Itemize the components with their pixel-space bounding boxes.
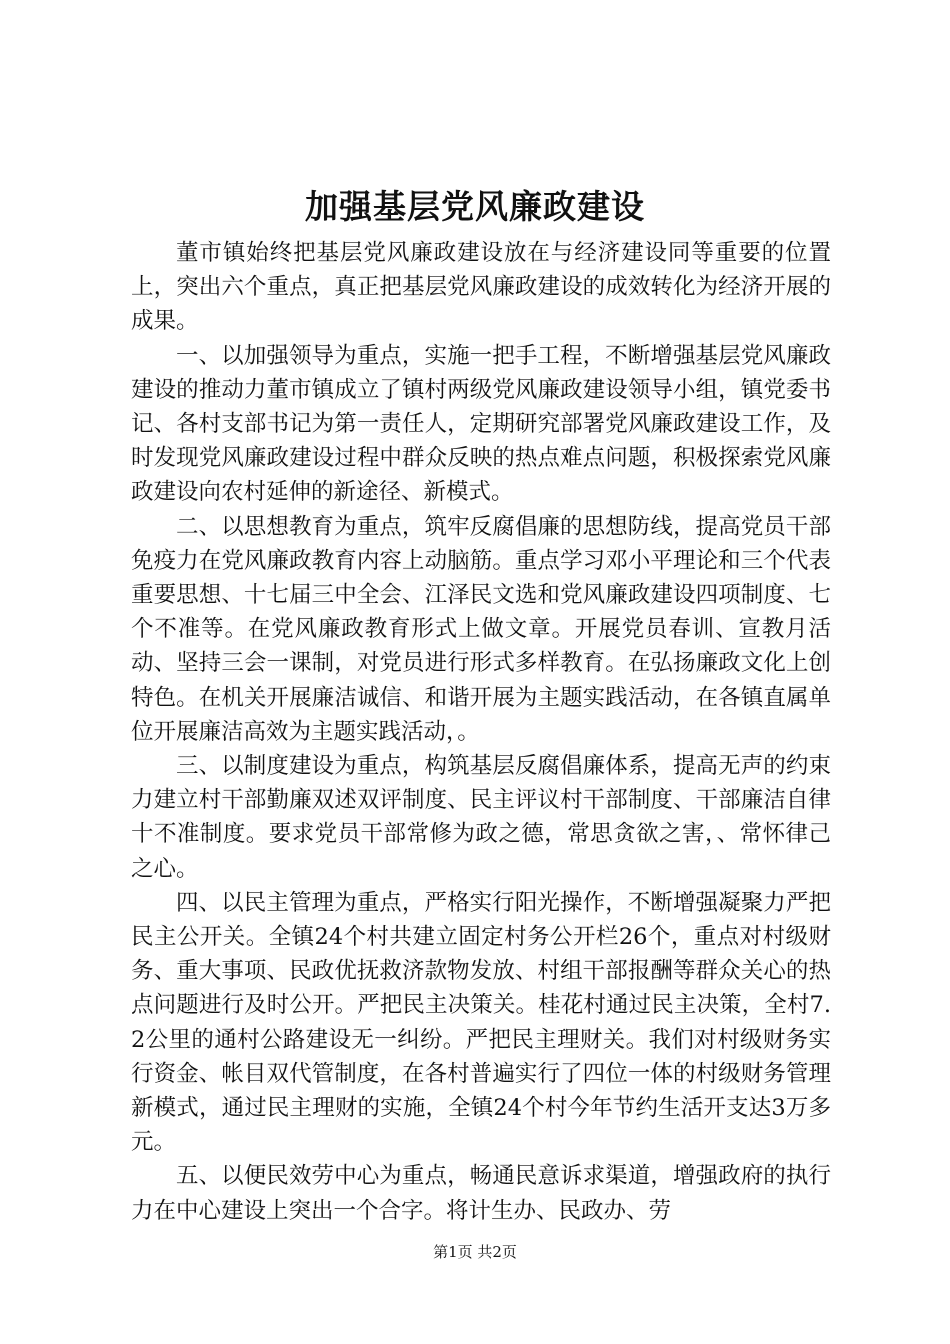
paragraph-section-1: 一、以加强领导为重点，实施一把手工程，不断增强基层党风廉政建设的推动力董市镇成立了镇村两级党风廉政建设领导小组，镇党委书记、各村支部书记为第一责任人，定期研究部署党风廉政建设工作，及时发现党风廉政建设过程中群众反映的热点难点问题，积极探索党风廉政建设向农村延伸的新途径、新模式。: [131, 342, 831, 506]
paragraph-section-3: 三、以制度建设为重点，构筑基层反腐倡廉体系，提高无声的约束力建立村干部勤廉双述双评制度、民主评议村干部制度、干部廉洁自律十不准制度。要求党员干部常修为政之德，常思贪欲之害，、常怀律己之心。: [131, 753, 831, 882]
paragraph-section-5: 五、以便民效劳中心为重点，畅通民意诉求渠道，增强政府的执行力在中心建设上突出一个合字。将计生办、民政办、劳: [131, 1163, 831, 1224]
document-title: 加强基层党风廉政建设: [305, 187, 645, 226]
paragraph-intro: 董市镇始终把基层党风廉政建设放在与经济建设同等重要的位置上，突出六个重点，真正把基层党风廉政建设的成效转化为经济开展的成果。: [131, 240, 831, 335]
document-body: [131, 236, 831, 1228]
paragraph-section-4: 四、以民主管理为重点，严格实行阳光操作，不断增强凝聚力严把民主公开关。全镇24个村共建立固定村务公开栏26个，重点对村级财务、重大事项、民政优抚救济款物发放、村组干部报酬等群众关心的热点问题进行及时公开。严把民主决策关。桂花村通过民主决策，全村7.2公里的通村公路建设无一纠纷。严把民主理财关。我们对村级财务实行资金、帐目双代管制度，在各村普遍实行了四位一体的村级财务管理新模式，通过民主理财的实施，全镇24个村今年节约生活开支达3万多元。: [131, 889, 831, 1156]
page-footer: 第1页 共2页: [433, 1243, 517, 1261]
paragraph-section-2: 二、以思想教育为重点，筑牢反腐倡廉的思想防线，提高党员干部免疫力在党风廉政教育内容上动脑筋。重点学习邓小平理论和三个代表重要思想、十七届三中全会、江泽民文选和党风廉政建设四项制度、七个不准等。在党风廉政教育形式上做文章。开展党员春训、宣教月活动、坚持三会一课制，对党员进行形式多样教育。在弘扬廉政文化上创特色。在机关开展廉洁诚信、和谐开展为主题实践活动，在各镇直属单位开展廉洁高效为主题实践活动，。: [131, 513, 831, 745]
